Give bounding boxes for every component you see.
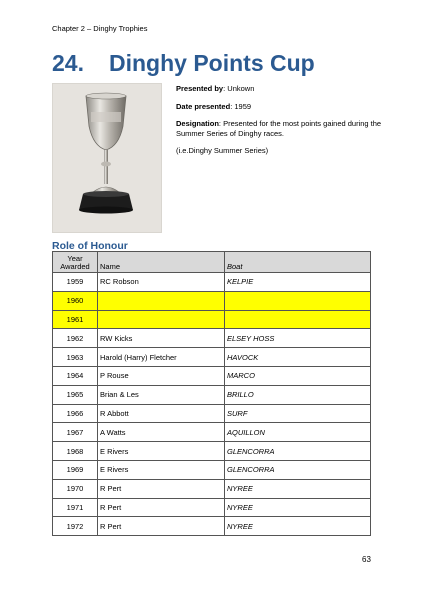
chapter-header: Chapter 2 – Dinghy Trophies — [52, 24, 148, 33]
cell-year: 1961 — [53, 310, 98, 329]
cell-boat: NYREE — [225, 498, 371, 517]
table-row — [53, 348, 371, 367]
cell-name: E Rivers — [98, 460, 225, 479]
table-row — [53, 404, 371, 423]
cell-year: 1969 — [53, 460, 98, 479]
table-row — [53, 310, 371, 329]
cell-boat: ELSEY HOSS — [225, 329, 371, 348]
date-presented: Date presented: 1959 — [176, 101, 252, 111]
header-name: Name — [98, 252, 225, 273]
table-row — [53, 385, 371, 404]
cell-year: 1970 — [53, 479, 98, 498]
cell-boat: KELPIE — [225, 273, 371, 292]
trophy-name: Dinghy Points Cup — [109, 50, 315, 76]
cell-year: 1964 — [53, 366, 98, 385]
cell-boat: NYREE — [225, 479, 371, 498]
trophy-cup-image — [53, 84, 161, 232]
cell-boat: NYREE — [225, 517, 371, 536]
cell-boat: MARCO — [225, 366, 371, 385]
cell-boat: HAVOCK — [225, 348, 371, 367]
cell-name: R Abbott — [98, 404, 225, 423]
page-title — [52, 50, 315, 77]
table-row — [53, 460, 371, 479]
cell-name: A Watts — [98, 423, 225, 442]
cell-boat: GLENCORRA — [225, 442, 371, 461]
trophy-number: 24. — [52, 50, 84, 76]
table-row — [53, 423, 371, 442]
page-number: 63 — [362, 555, 371, 564]
cell-year: 1962 — [53, 329, 98, 348]
cell-name: RW Kicks — [98, 329, 225, 348]
cell-year: 1967 — [53, 423, 98, 442]
table-row — [53, 442, 371, 461]
table-row — [53, 517, 371, 536]
cell-name: R Pert — [98, 517, 225, 536]
cell-year: 1971 — [53, 498, 98, 517]
table-row — [53, 273, 371, 292]
cell-year: 1959 — [53, 273, 98, 292]
cell-year: 1972 — [53, 517, 98, 536]
cell-year: 1968 — [53, 442, 98, 461]
cell-year: 1965 — [53, 385, 98, 404]
cell-boat: BRILLO — [225, 385, 371, 404]
cell-name: R Pert — [98, 498, 225, 517]
table-row — [53, 329, 371, 348]
cell-year: 1963 — [53, 348, 98, 367]
cell-name: E Rivers — [98, 442, 225, 461]
presented-by: Presented by: Unkown — [176, 84, 255, 93]
table-row — [53, 291, 371, 310]
roll-of-honour-table — [52, 251, 371, 536]
cell-name — [98, 310, 225, 329]
cell-year: 1966 — [53, 404, 98, 423]
cell-boat — [225, 310, 371, 329]
table-header-row — [53, 252, 371, 273]
cell-boat: SURF — [225, 404, 371, 423]
trophy-info — [176, 84, 386, 164]
cell-name: P Rouse — [98, 366, 225, 385]
trophy-photo — [52, 83, 162, 233]
table-row — [53, 366, 371, 385]
cell-boat: GLENCORRA — [225, 460, 371, 479]
cell-name: R Pert — [98, 479, 225, 498]
table-row — [53, 479, 371, 498]
header-boat: Boat — [225, 252, 371, 273]
cell-name — [98, 291, 225, 310]
cell-name: RC Robson — [98, 273, 225, 292]
designation: Designation: Presented for the most points gained during the Summer Series of Dinghy races. — [176, 119, 382, 138]
cell-year: 1960 — [53, 291, 98, 310]
table-row — [53, 498, 371, 517]
cell-name: Harold (Harry) Fletcher — [98, 348, 225, 367]
cell-name: Brian & Les — [98, 385, 225, 404]
cell-boat: AQUILLON — [225, 423, 371, 442]
cell-boat — [225, 291, 371, 310]
header-year: Year Awarded — [53, 252, 98, 273]
roll-heading: Role of Honour — [52, 240, 128, 252]
designation-note: (i.e.Dinghy Summer Series) — [176, 146, 269, 155]
